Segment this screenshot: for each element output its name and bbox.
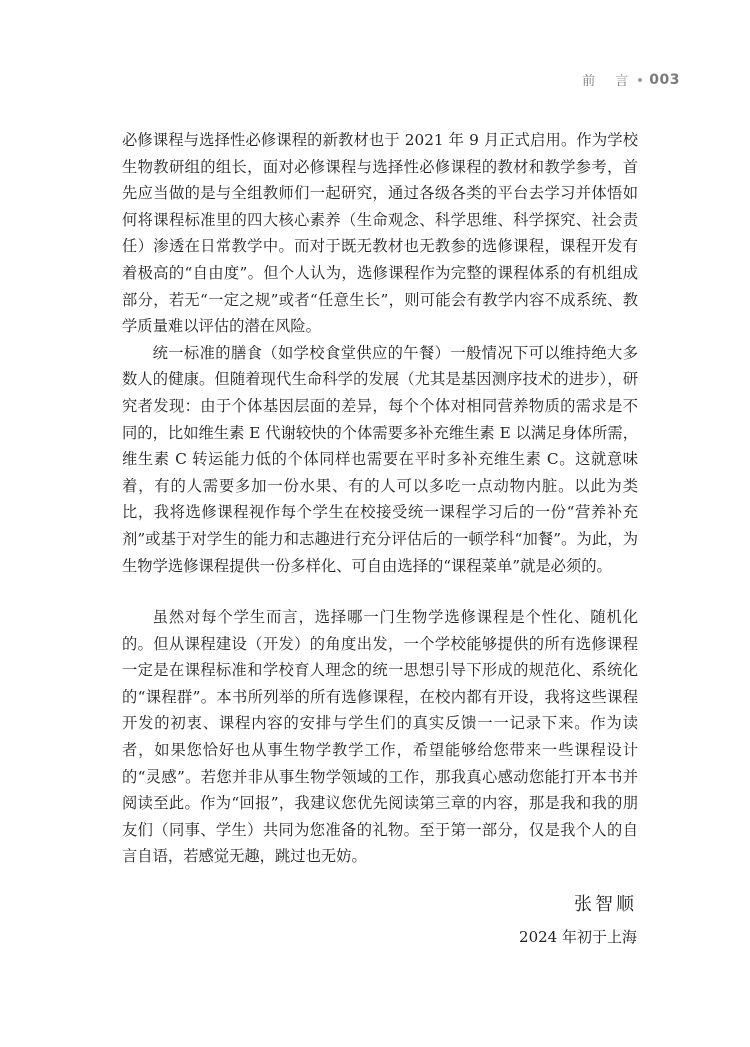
- author-signature: 张智顺: [574, 894, 637, 915]
- date-place-line: 2024 年初于上海: [519, 928, 637, 946]
- separator-dot-icon: [638, 78, 642, 82]
- paragraph: 统一标准的膳食（如学校食堂供应的午餐）一般情况下可以维持绝大多数人的健康。但随着现代生命科学的发展（尤其是基因测序技术的进步），研究者发现：由于个体基因层面的差异，每个个体对相同营养物质的需求是不同的，比如维生素 E 代谢较快的个体需要多补充维生素 E 以满足身体所需，维生素 C 转运能力低的个体同样也需要在平时多补充维生素 C。这就意味着，有的人需要多加一份水果、有的人可以多吃一点动物内脏。以此为类比，我将选修课程视作每个学生在校接受统一课程学习后的一份“营养补充剂”或基于对学生的能力和志趣进行充分评估后的一顿学科“加餐”。为此，为生物学选修课程提供一份多样化、可自由选择的“课程菜单”就是必须的。: [122, 343, 638, 575]
- body-text: [122, 127, 638, 870]
- running-header: [582, 70, 680, 89]
- page-number: 003: [649, 71, 680, 88]
- paragraph: 虽然对每个学生而言，选择哪一门生物学选修课程是个性化、随机化的。但从课程建设（开发）的角度出发，一个学校能够提供的所有选修课程一定是在课程标准和学校育人理念的统一思想引导下形成的规范化、系统化的“课程群”。本书所列举的所有选修课程，在校内都有开设，我将这些课程开发的初衷、课程内容的安排与学生们的真实反馈一一记录下来。作为读者，如果您恰好也从事生物学教学工作，希望能够给您带来一些课程设计的“灵感”。若您并非从事生物学领域的工作，那我真心感动您能打开本书并阅读至此。作为“回报”，我建议您优先阅读第三章的内容，那是我和我的朋友们（同事、学生）共同为您准备的礼物。至于第一部分，仅是我个人的自言自语，若感觉无趣，跳过也无妨。: [122, 608, 638, 866]
- paragraph-continued: 必修课程与选择性必修课程的新教材也于 2021 年 9 月正式启用。作为学校生物教研组的组长，面对必修课程与选择性必修课程的教材和教学参考，首先应当做的是与全组教师们一起研究，通过各级各类的平台去学习并体悟如何将课程标准里的四大核心素养（生命观念、科学思维、科学探究、社会责任）渗透在日常教学中。而对于既无教材也无教参的选修课程，课程开发有着极高的“自由度”。但个人认为，选修课程作为完整的课程体系的有机组成部分，若无“一定之规”或者“任意生长”，则可能会有教学内容不成系统、教学质量难以评估的潜在风险。: [122, 131, 638, 336]
- section-name: 前 言: [582, 74, 637, 89]
